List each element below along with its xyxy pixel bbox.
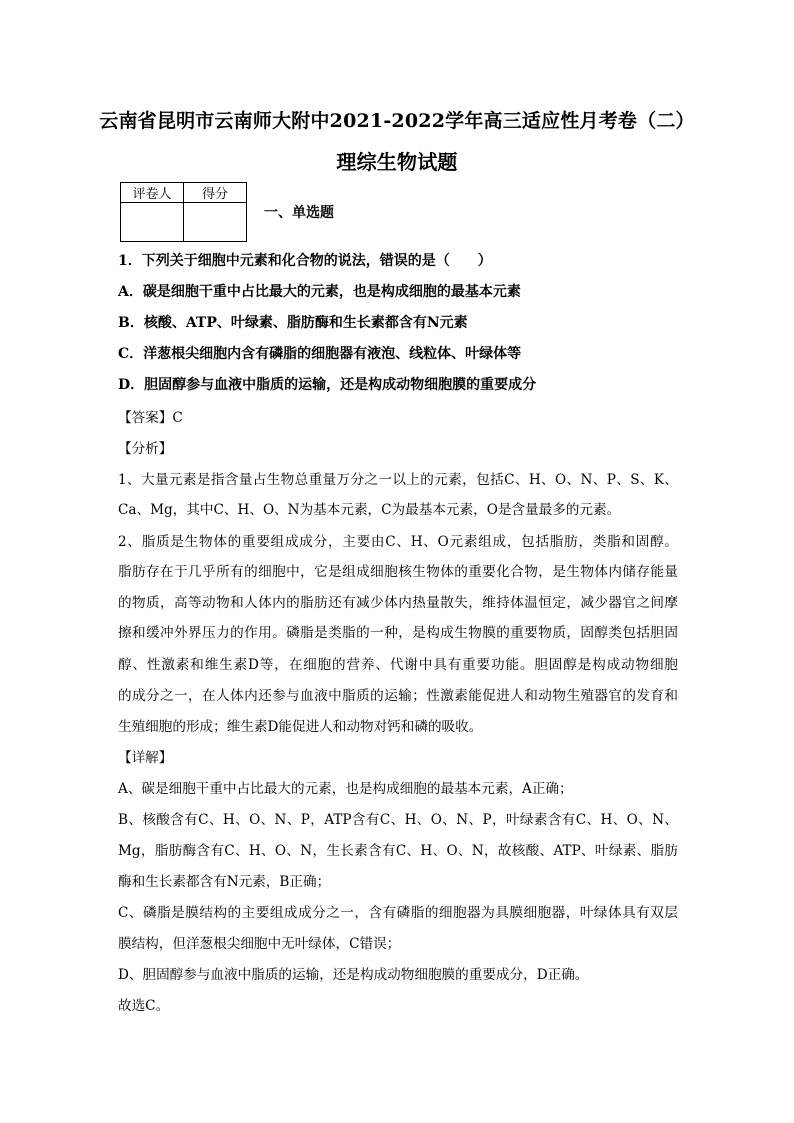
detail-label: 【详解】 bbox=[118, 750, 173, 766]
answer-line bbox=[118, 406, 183, 426]
detail-line: 酶和生长素都含有N元素，B正确； bbox=[118, 874, 331, 890]
score-table-header-score: 得分 bbox=[184, 183, 247, 203]
analysis-line: 1、大量元素是指含量占生物总重量万分之一以上的元素，包括C、H、O、N、P、S、K、 bbox=[118, 472, 678, 488]
detail-line: C、磷脂是膜结构的主要组成成分之一，含有磷脂的细胞器为具膜细胞器，叶绿体具有双层 bbox=[118, 905, 678, 921]
option-a: A．碳是细胞干重中占比最大的元素，也是构成细胞的最基本元素 bbox=[118, 284, 521, 300]
analysis-line: 的物质，高等动物和人体内的脂肪还有减少体内热量散失，维持体温恒定，减少器官之间摩 bbox=[118, 595, 678, 611]
score-table-header-grader: 评卷人 bbox=[121, 183, 184, 203]
option-b: B．核酸、ATP、叶绿素、脂肪酶和生长素都含有N元素 bbox=[118, 315, 468, 331]
score-table bbox=[120, 182, 247, 242]
detail-line: 膜结构，但洋葱根尖细胞中无叶绿体，C错误； bbox=[118, 936, 401, 952]
detail-line: B、核酸含有C、H、O、N、P，ATP含有C、H、O、N、P，叶绿素含有C、H、O、N、 bbox=[118, 812, 678, 828]
option-c: C．洋葱根尖细胞内含有磷脂的细胞器有液泡、线粒体、叶绿体等 bbox=[118, 346, 522, 362]
question-stem: 1．下列关于细胞中元素和化合物的说法，错误的是（ ） bbox=[118, 253, 492, 269]
analysis-line: 2、脂质是生物体的重要组成成分，主要由C、H、O元素组成，包括脂肪，类脂和固醇。 bbox=[118, 534, 678, 550]
option-d: D．胆固醇参与血液中脂质的运输，还是构成动物细胞膜的重要成分 bbox=[118, 377, 537, 393]
analysis-line: 脂肪存在于几乎所有的细胞中，它是组成细胞核生物体的重要化合物，是生物体内储存能量 bbox=[118, 564, 678, 580]
analysis-line: 的成分之一，在人体内还参与血液中脂质的运输；性激素能促进人和动物生殖器官的发育和 bbox=[118, 688, 678, 704]
analysis-line: 生殖细胞的形成；维生素D能促进人和动物对钙和磷的吸收。 bbox=[118, 719, 483, 735]
document-title: 云南省昆明市云南师大附中2021-2022学年高三适应性月考卷（二） bbox=[99, 110, 695, 132]
document-subtitle: 理综生物试题 bbox=[336, 150, 458, 174]
detail-line: Mg，脂肪酶含有C、H、O、N，生长素含有C、H、O、N，故核酸、ATP、叶绿素、脂肪 bbox=[118, 843, 678, 859]
analysis-line: 擦和缓冲外界压力的作用。磷脂是类脂的一种，是构成生物膜的重要物质，固醇类包括胆固 bbox=[118, 625, 678, 641]
answer-label: 【答案】 bbox=[118, 410, 173, 426]
section-heading: 一、单选题 bbox=[264, 205, 334, 221]
analysis-line: Ca、Mg，其中C、H、O、N为基本元素，C为最基本元素，O是含量最多的元素。 bbox=[118, 502, 621, 518]
answer-value: C bbox=[172, 410, 183, 426]
analysis-line: 醇、性激素和维生素D等，在细胞的营养、代谢中具有重要功能。胆固醇是构成动物细胞 bbox=[118, 657, 678, 673]
detail-line: A、碳是细胞干重中占比最大的元素，也是构成细胞的最基本元素，A正确； bbox=[118, 781, 573, 797]
detail-line: D、胆固醇参与血液中脂质的运输，还是构成动物细胞膜的重要成分，D正确。 bbox=[118, 967, 589, 983]
score-table-cell-grader bbox=[121, 203, 184, 242]
analysis-label: 【分析】 bbox=[118, 441, 173, 457]
score-table-cell-score bbox=[184, 203, 247, 242]
detail-line: 故选C。 bbox=[118, 998, 170, 1014]
